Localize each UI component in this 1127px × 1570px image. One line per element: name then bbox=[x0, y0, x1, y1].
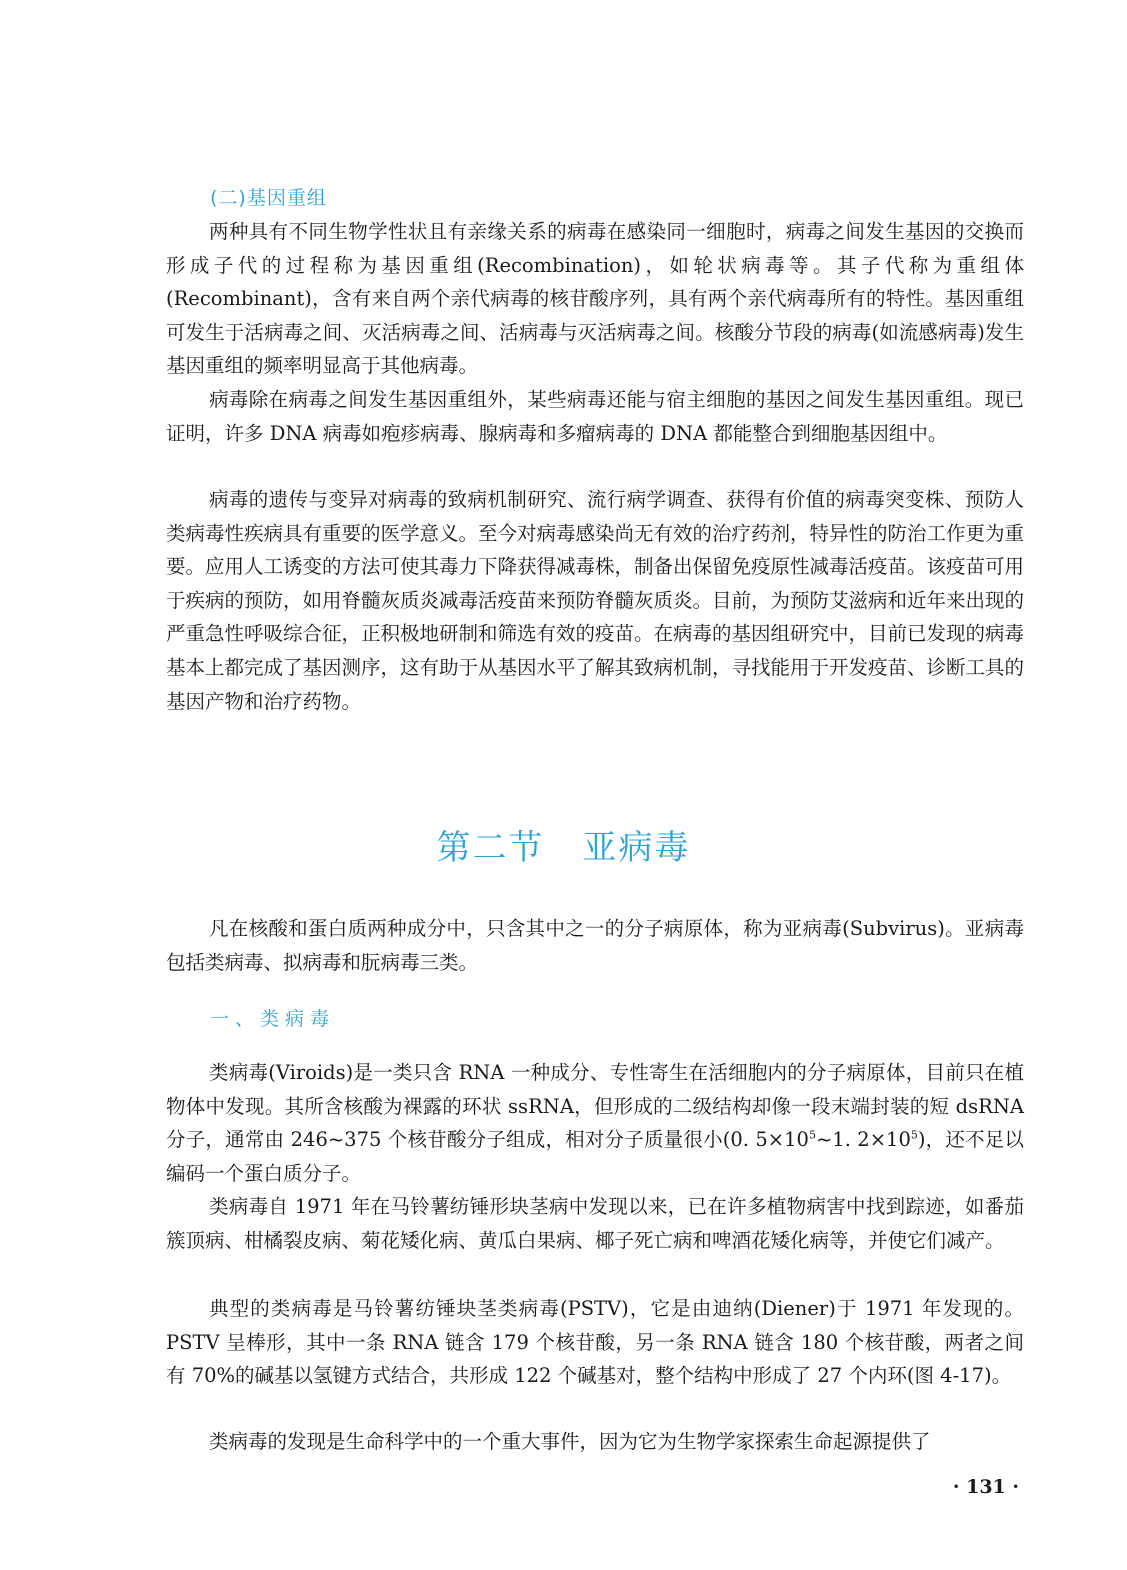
paragraph-subvirus-intro: 凡在核酸和蛋白质两种成分中，只含其中之一的分子病原体，称为亚病毒(Subvirus)。亚病毒包括类病毒、拟病毒和朊病毒三类。 bbox=[166, 917, 1024, 974]
paragraph-medical-significance: 病毒的遗传与变异对病毒的致病机制研究、流行病学调查、获得有价值的病毒突变株、预防人类病毒性疾病具有重要的医学意义。至今对病毒感染尚无有效的治疗药剂，特异性的防治工作更为重要。应用人工诱变的方法可使其毒力下降获得减毒株，制备出保留免疫原性减毒活疫苗。该疫苗可用于疾病的预防，如用脊髓灰质炎减毒活疫苗来预防脊髓灰质炎。目前，为预防艾滋病和近年来出现的严重急性呼吸综合征，正积极地研制和筛选有效的疫苗。在病毒的基因组研究中，目前已发现的病毒基本上都完成了基因测序，这有助于从基因水平了解其致病机制，寻找能用于开发疫苗、诊断工具的基因产物和治疗药物。 bbox=[166, 488, 1025, 713]
paragraph-recombination: 两种具有不同生物学性状且有亲缘关系的病毒在感染同一细胞时，病毒之间发生基因的交换而形成子代的过程称为基因重组(Recombination)，如轮状病毒等。其子代称为重组体(Recombinant)，含有来自两个亲代病毒的核苷酸序列，具有两个亲代病毒所有的特性。基因重组可发生于活病毒之间、灭活病毒之间、活病毒与灭活病毒之间。核酸分节段的病毒(如流感病毒)发生基因重组的频率明显高于其他病毒。 bbox=[166, 220, 1024, 378]
paragraph-viroid-significance: 类病毒的发现是生命科学中的一个重大事件，因为它为生物学家探索生命起源提供了 bbox=[209, 1430, 931, 1453]
subsection-heading: (二)基因重组 bbox=[210, 187, 327, 209]
paragraph-pstv: 典型的类病毒是马铃薯纺锤块茎类病毒(PSTV)，它是由迪纳(Diener)于 1971 年发现的。PSTV 呈棒形，其中一条 RNA 链含 179 个核苷酸，另一条 RNA 链含 180 个核苷酸，两者之间有 70%的碱基以氢键方式结合，共形成 122 个碱基对，整个结构中形成了 27 个内环(图 4-17)。 bbox=[166, 1297, 1024, 1388]
paragraph-host-recombination: 病毒除在病毒之间发生基因重组外，某些病毒还能与宿主细胞的基因之间发生基因重组。现已证明，许多 DNA 病毒如疱疹病毒、腺病毒和多瘤病毒的 DNA 都能整合到细胞基因组中。 bbox=[166, 388, 1024, 445]
paragraph-viroid-definition: 类病毒(Viroids)是一类只含 RNA 一种成分、专性寄生在活细胞内的分子病原体，目前只在植物体中发现。其所含核酸为裸露的环状 ssRNA，但形成的二级结构却像一段末端封装的短 dsRNA 分子，通常由 246~375 个核苷酸分子组成，相对分子质量很小(0. $5\times 10^5\sim 1$. $2\times 10^5$)，还不足以编码一个蛋白质分子。 bbox=[166, 1061, 1024, 1185]
section-name: 亚病毒 bbox=[582, 828, 691, 868]
viroids-heading: 一、类病毒 bbox=[210, 1008, 336, 1030]
section-number: 第二节 bbox=[436, 828, 545, 868]
section-title bbox=[0, 820, 1127, 869]
page-number: · 131 · bbox=[952, 1476, 1019, 1498]
paragraph-viroid-history: 类病毒自 1971 年在马铃薯纺锤形块茎病中发现以来，已在许多植物病害中找到踪迹，如番茄簇顶病、柑橘裂皮病、菊花矮化病、黄瓜白果病、椰子死亡病和啤酒花矮化病等，并使它们减产。 bbox=[166, 1195, 1024, 1252]
